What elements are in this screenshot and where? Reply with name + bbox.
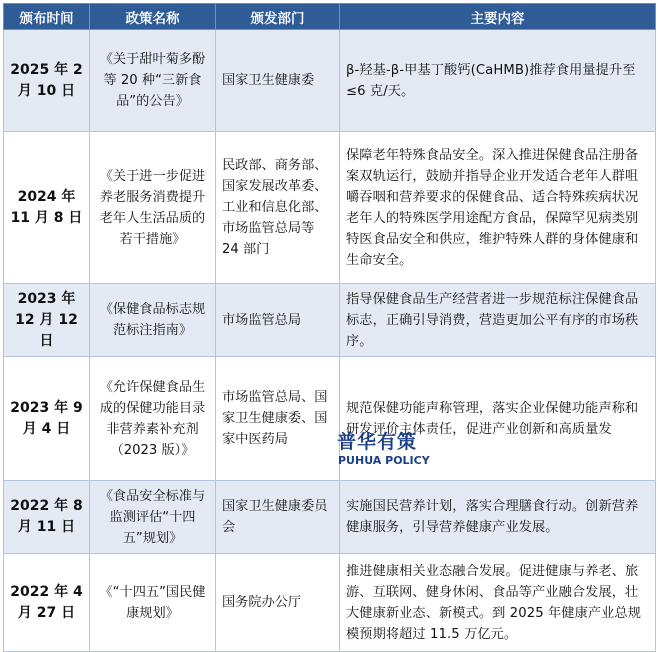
table-row <box>4 554 656 652</box>
row-policy-name: 《“十四五”国民健康规划》 <box>90 554 216 652</box>
row-policy-name: 《关于甜叶菊多酚等 20 种“三新食品”的公告》 <box>90 30 216 132</box>
row-policy-name: 《允许保健食品生成的保健功能目录非营养素补充剂（2023 版）》 <box>90 357 216 481</box>
row-content: 实施国民营养计划，落实合理膳食行动。创新营养健康服务，引导营养健康产业发展。 <box>340 481 656 554</box>
table-row <box>4 481 656 554</box>
table-row <box>4 30 656 132</box>
row-date: 2023 年 9 月 4 日 <box>4 357 90 481</box>
header-department: 颁发部门 <box>216 4 340 30</box>
row-policy-name: 《关于进一步促进养老服务消费提升老年人生活品质的若干措施》 <box>90 132 216 284</box>
table-row <box>4 284 656 357</box>
row-content: 保障老年特殊食品安全。深入推进保健食品注册备案双轨运行，鼓励并指导企业开发适合老年人群咀嚼吞咽和营养要求的保健食品、适合特殊疾病状况老年人的特殊医学用途配方食品，保障罕见病类别特医食品安全和供应，维护特殊人群的身体健康和生命安全。 <box>340 132 656 284</box>
row-department: 市场监管总局、国家卫生健康委、国家中医药局 <box>216 357 340 481</box>
row-department: 民政部、商务部、国家发展改革委、工业和信息化部、市场监管总局等 24 部门 <box>216 132 340 284</box>
table-row <box>4 132 656 284</box>
row-date: 2025 年 2 月 10 日 <box>4 30 90 132</box>
row-content: β-羟基-β-甲基丁酸钙(CaHMB)推荐食用量提升至≤6 克/天。 <box>340 30 656 132</box>
header-policy-name: 政策名称 <box>90 4 216 30</box>
row-policy-name: 《食品安全标准与监测评估“十四五”规划》 <box>90 481 216 554</box>
row-department: 国家卫生健康委 <box>216 30 340 132</box>
row-date: 2023 年 12 月 12 日 <box>4 284 90 357</box>
policy-table <box>3 3 656 652</box>
row-date: 2024 年 11 月 8 日 <box>4 132 90 284</box>
row-department: 国务院办公厅 <box>216 554 340 652</box>
table-header-row <box>4 4 656 30</box>
row-content: 规范保健功能声称管理，落实企业保健功能声称和研发评价主体责任，促进产业创新和高质量发 <box>340 357 656 481</box>
row-content: 指导保健食品生产经营者进一步规范标注保健食品标志，正确引导消费，营造更加公平有序的市场秩序。 <box>340 284 656 357</box>
row-department: 国家卫生健康委员会 <box>216 481 340 554</box>
row-date: 2022 年 8 月 11 日 <box>4 481 90 554</box>
header-content: 主要内容 <box>340 4 656 30</box>
row-content: 推进健康相关业态融合发展。促进健康与养老、旅游、互联网、健身休闲、食品等产业融合发展，壮大健康新业态、新模式。到 2025 年健康产业总规模预期将超过 11.5 万亿元。 <box>340 554 656 652</box>
watermark-logo <box>337 427 437 471</box>
watermark-cn-text: 普华有策 <box>337 431 418 453</box>
row-department: 市场监管总局 <box>216 284 340 357</box>
watermark-en-text: PUHUA POLICY <box>338 454 430 467</box>
table-row <box>4 357 656 481</box>
header-date: 颁布时间 <box>4 4 90 30</box>
row-date: 2022 年 4 月 27 日 <box>4 554 90 652</box>
row-policy-name: 《保健食品标志规范标注指南》 <box>90 284 216 357</box>
